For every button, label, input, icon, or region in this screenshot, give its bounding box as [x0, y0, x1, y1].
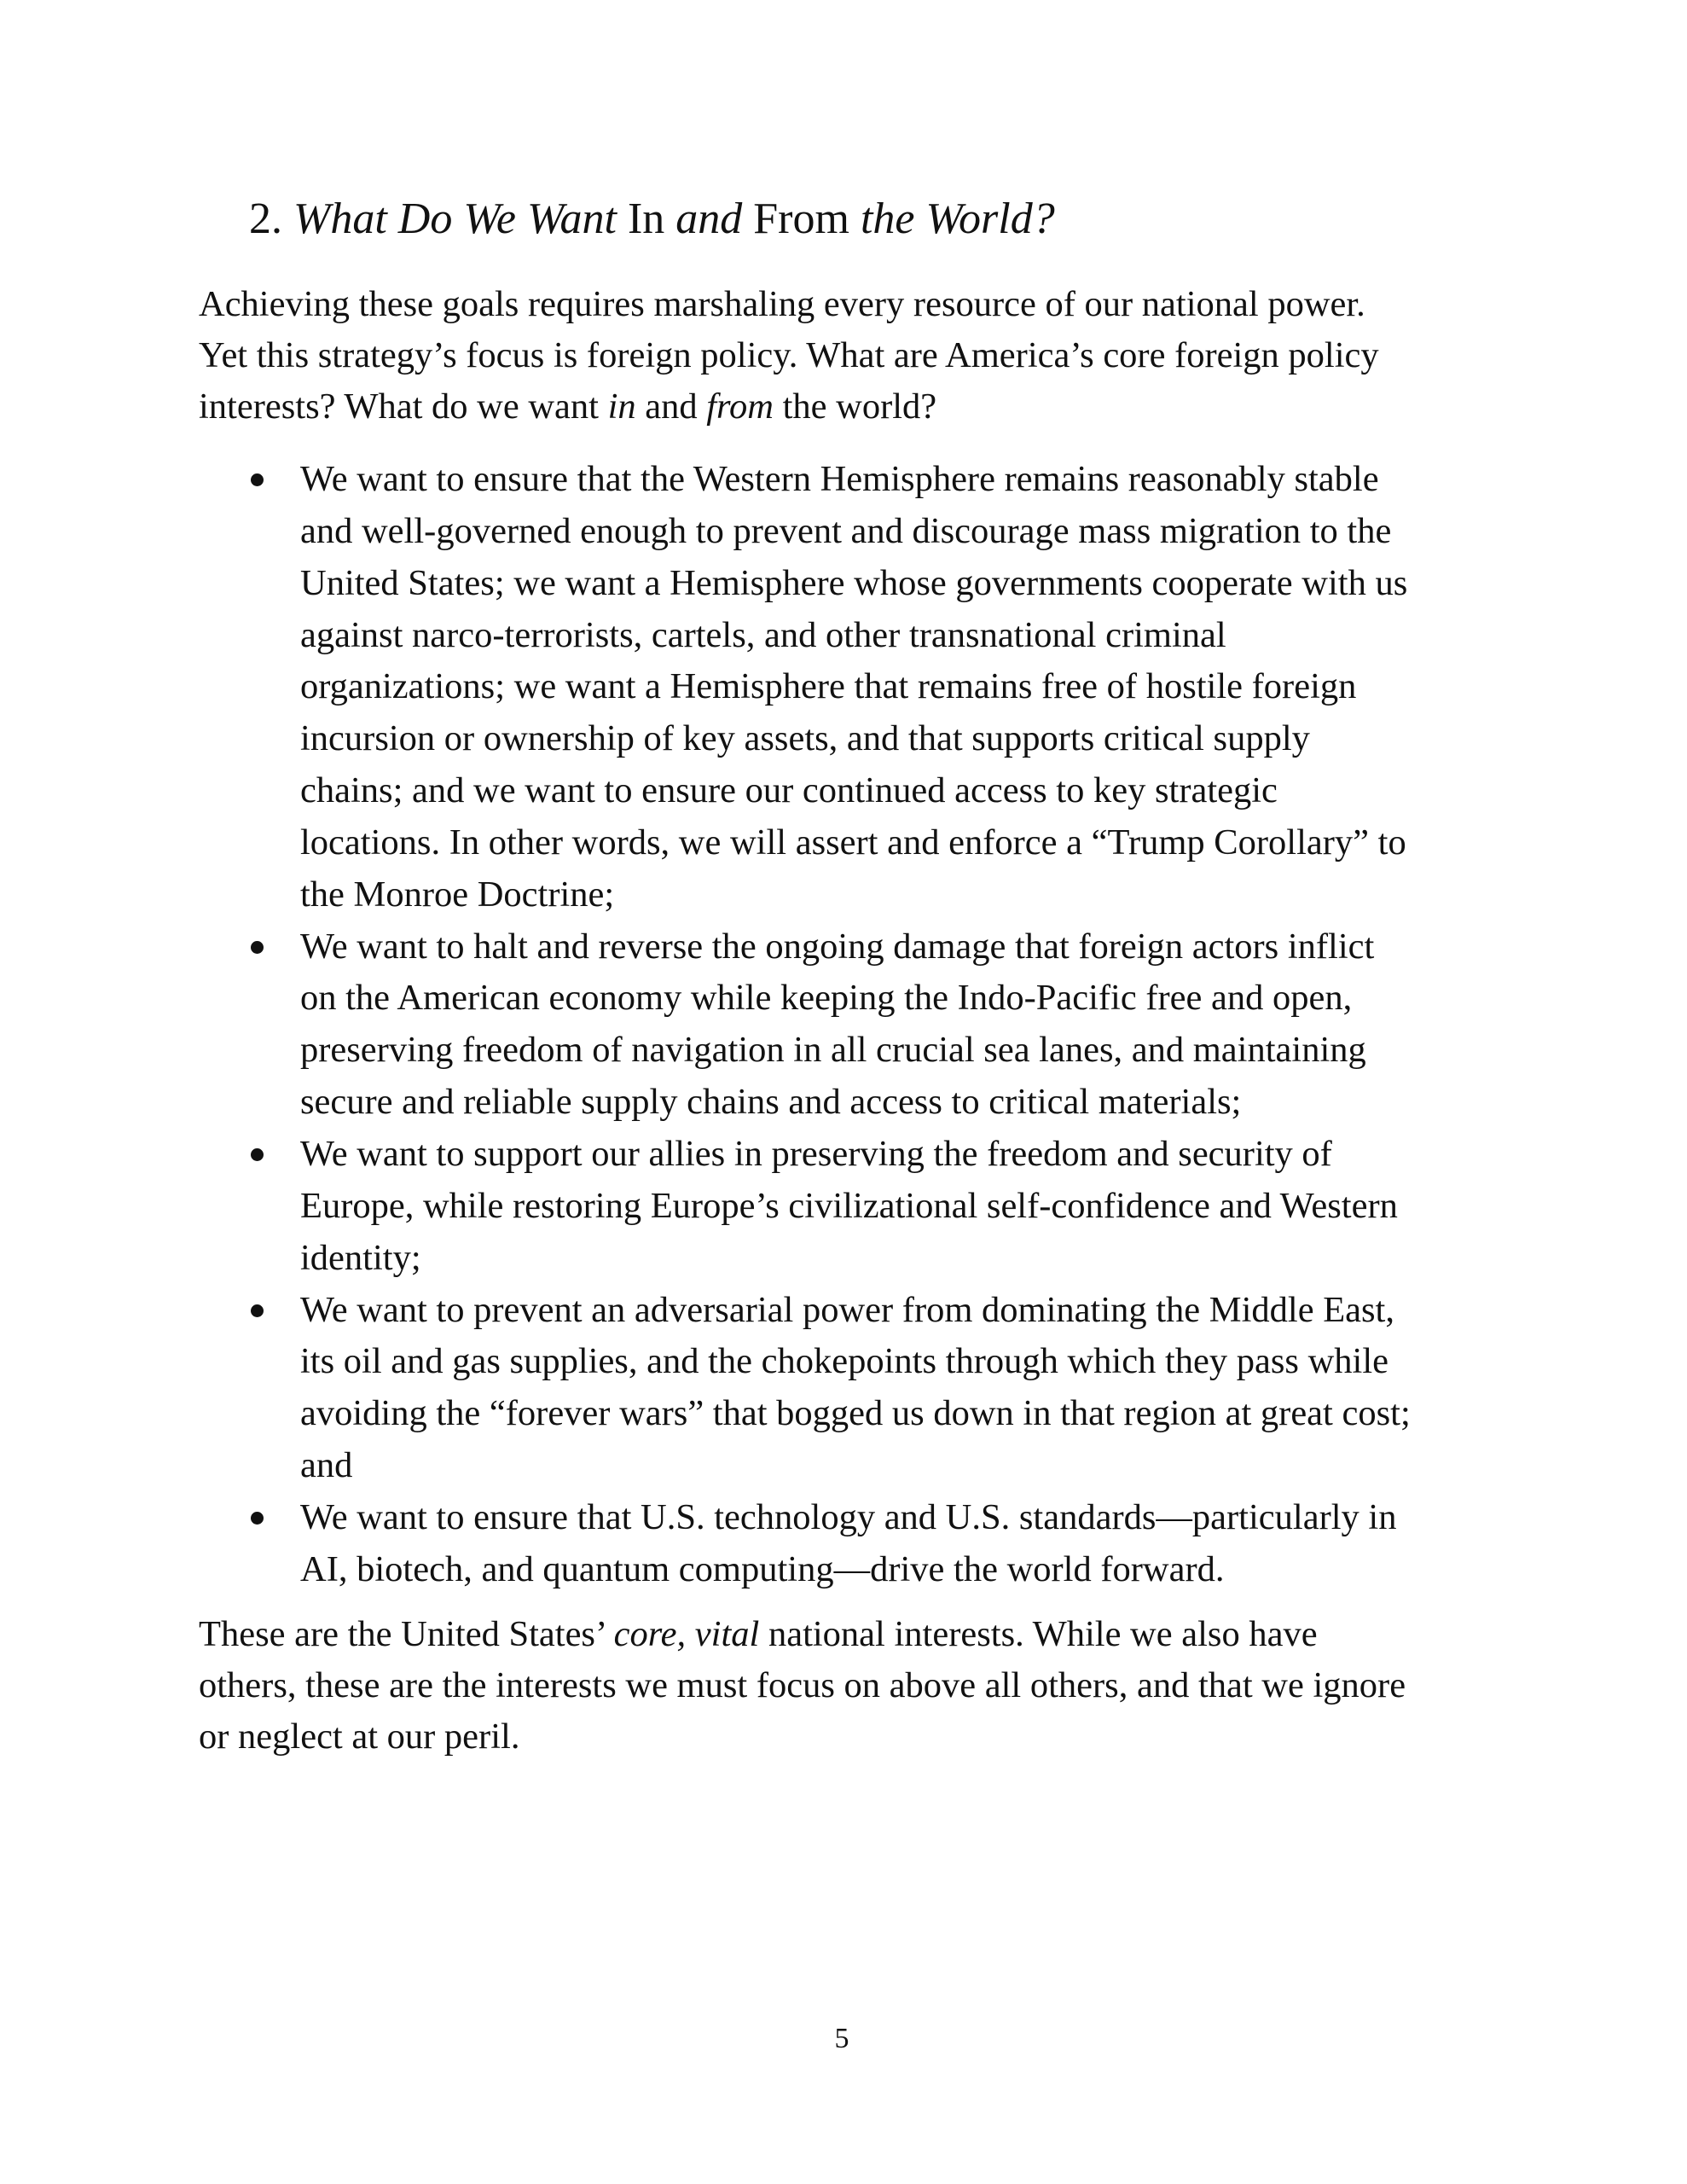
text-run: Yet this strategy’s focus is foreign policy. What are America’s core foreign policy	[199, 335, 1379, 375]
bullet-line: United States; we want a Hemisphere whose governments cooperate with us	[300, 562, 1408, 603]
text-run: In	[616, 195, 676, 243]
page-number: 5	[834, 2023, 849, 2054]
interests-bullet-list	[199, 454, 1411, 1596]
text-run: or neglect at our peril.	[199, 1716, 520, 1757]
text-run: 2.	[249, 195, 293, 243]
intro-paragraph	[199, 279, 1379, 433]
bullet-line: Europe, while restoring Europe’s civilizational self-confidence and Western	[300, 1185, 1398, 1226]
italic-text-run: from	[706, 386, 774, 427]
bullet-dot-icon	[251, 1304, 264, 1317]
text-run: the world?	[773, 386, 937, 427]
bullet-line: and well-governed enough to prevent and discourage mass migration to the	[300, 510, 1392, 551]
bullet-line: We want to prevent an adversarial power from dominating the Middle East,	[300, 1289, 1394, 1330]
closing-paragraph	[199, 1609, 1406, 1763]
list-item	[199, 921, 1411, 1129]
intro-line	[199, 279, 1379, 330]
section-heading	[249, 189, 1055, 249]
bullet-line: We want to ensure that U.S. technology and U.S. standards—particularly in	[300, 1496, 1397, 1537]
text-run: Achieving these goals requires marshaling every resource of our national power.	[199, 284, 1365, 324]
bullet-dot-icon	[251, 941, 264, 954]
italic-text-run: in	[607, 386, 636, 427]
bullet-line: We want to ensure that the Western Hemisphere remains reasonably stable	[300, 459, 1379, 499]
bullet-dot-icon	[251, 1512, 264, 1525]
italic-text-run: What Do We Want	[293, 195, 617, 243]
bullet-line: identity;	[300, 1237, 421, 1278]
intro-line	[199, 381, 1379, 433]
list-item	[199, 1129, 1411, 1285]
bullet-dot-icon	[251, 1148, 264, 1161]
bullet-line: locations. In other words, we will assert and enforce a “Trump Corollary” to	[300, 822, 1406, 863]
bullet-line: against narco-terrorists, cartels, and other transnational criminal	[300, 614, 1226, 655]
text-run: These are the United States’	[199, 1614, 614, 1654]
bullet-line: avoiding the “forever wars” that bogged us down in that region at great cost;	[300, 1393, 1411, 1434]
bullet-line: secure and reliable supply chains and access to critical materials;	[300, 1082, 1242, 1123]
bullet-line: its oil and gas supplies, and the chokepoints through which they pass while	[300, 1341, 1388, 1382]
bullet-line: AI, biotech, and quantum computing—drive the world forward.	[300, 1548, 1225, 1589]
text-run: national interests. While we also have	[759, 1614, 1318, 1654]
italic-text-run: and	[675, 195, 743, 243]
bullet-line: We want to halt and reverse the ongoing damage that foreign actors inflict	[300, 926, 1375, 967]
closing-line	[199, 1609, 1406, 1660]
list-item	[199, 454, 1411, 921]
closing-line	[199, 1660, 1406, 1711]
bullet-line: chains; and we want to ensure our continued access to key strategic	[300, 770, 1278, 811]
text-run: others, these are the interests we must focus on above all others, and that we ignore	[199, 1665, 1406, 1705]
bullet-dot-icon	[251, 473, 264, 486]
italic-text-run: core, vital	[613, 1614, 760, 1654]
bullet-line: the Monroe Doctrine;	[300, 874, 615, 915]
text-run: From	[742, 195, 861, 243]
bullet-line: incursion or ownership of key assets, and that supports critical supply	[300, 718, 1310, 759]
bullet-line: and	[300, 1445, 353, 1486]
bullet-line: We want to support our allies in preserving the freedom and security of	[300, 1133, 1332, 1174]
intro-line	[199, 330, 1379, 381]
text-run: and	[635, 386, 707, 427]
closing-line	[199, 1711, 1406, 1763]
bullet-line: on the American economy while keeping the Indo-Pacific free and open,	[300, 978, 1353, 1019]
text-run: interests? What do we want	[199, 386, 608, 427]
bullet-line: preserving freedom of navigation in all crucial sea lanes, and maintaining	[300, 1030, 1366, 1071]
bullet-line: organizations; we want a Hemisphere that remains free of hostile foreign	[300, 666, 1357, 707]
list-item	[199, 1492, 1411, 1596]
list-item	[199, 1285, 1411, 1492]
italic-text-run: the World?	[860, 195, 1055, 243]
